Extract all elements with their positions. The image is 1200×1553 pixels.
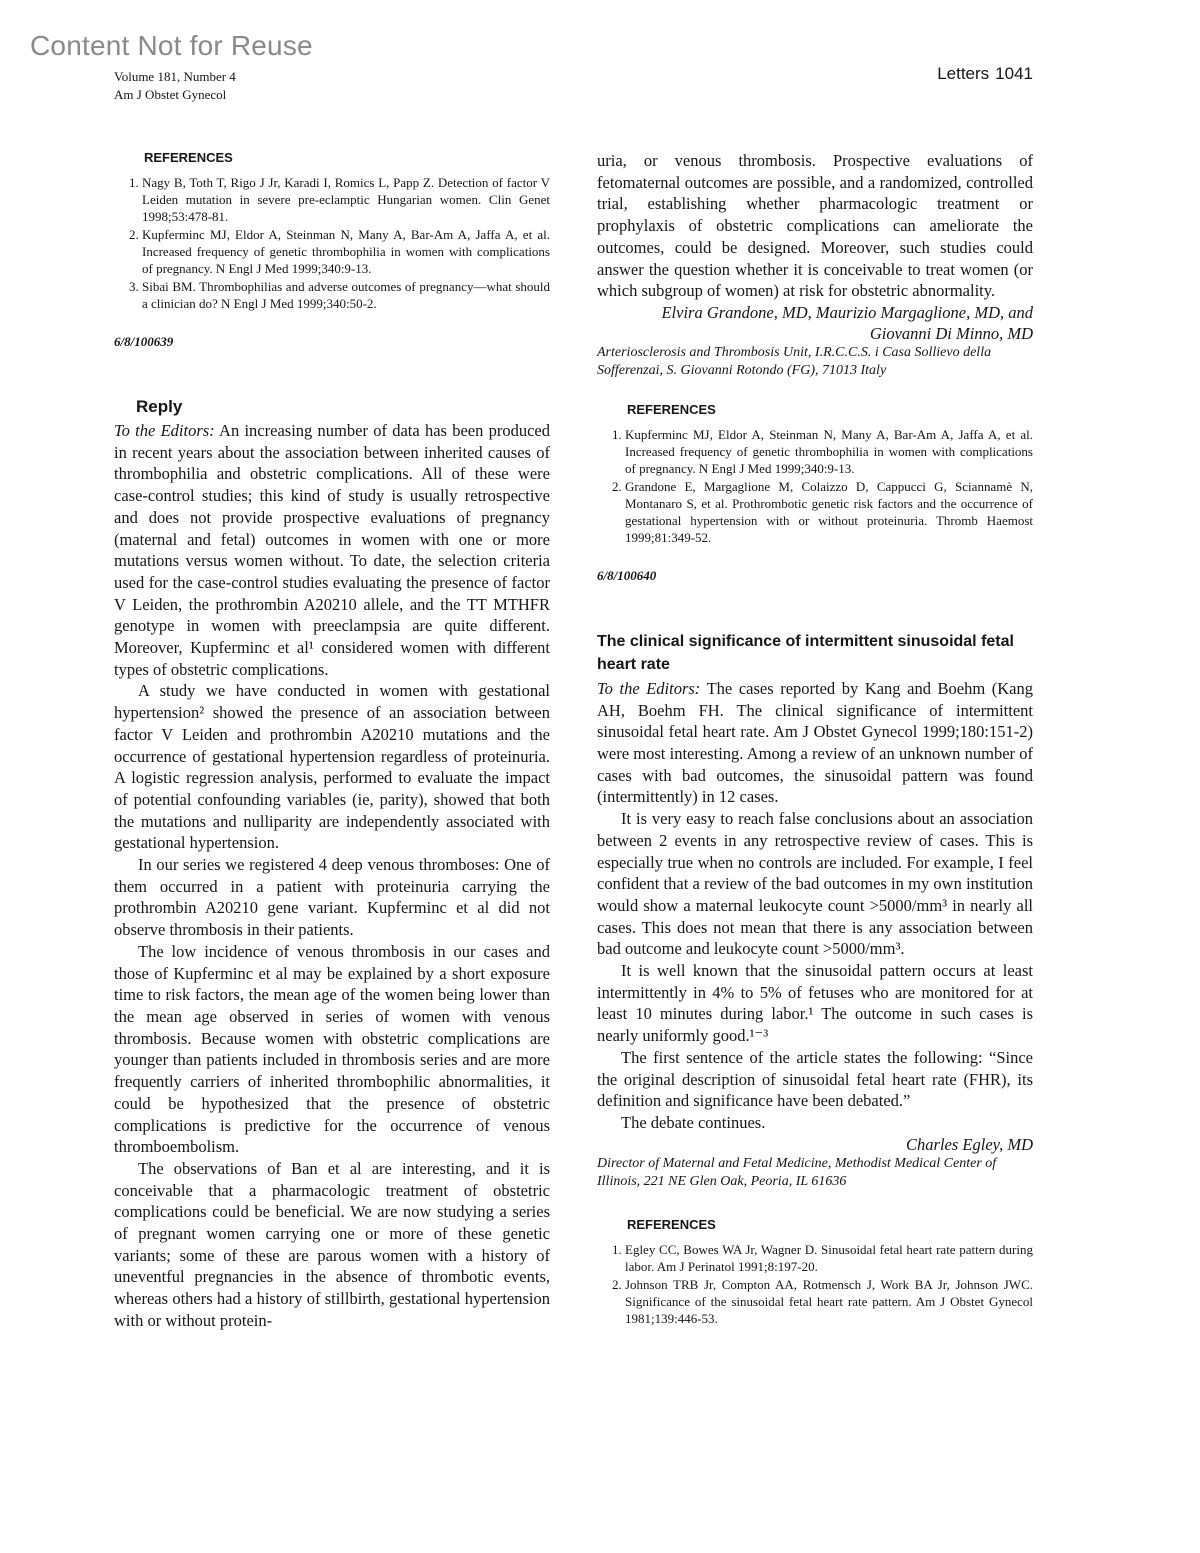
journal-info [114,68,236,104]
journal-volume: Volume 181, Number 4 [114,69,236,84]
body-paragraph: The low incidence of venous thrombosis in our cases and those of Kupferminc et al may be explained by a short exposure time to risk factors, the mean age of the women being lower than the mean age observed in series of women with venous thrombosis. Because women with obstetric complications are younger than patients included in thrombosis series and are more frequently carriers of inherited thrombophilic abnormalities, it could be hypothesized that the presence of obstetric complications is predictive for the occurrence of venous thromboembolism. [114,941,550,1157]
affiliation: Arteriosclerosis and Thrombosis Unit, I.R.C.C.S. i Casa Sollievo della Sofferenzai, S. Giovanni Rotondo (FG), 71013 Italy [597,344,992,378]
left-column [114,150,550,1332]
reference-item: 2. Grandone E, Margaglione M, Colaizzo D, Cappucci G, Sciannamè N, Montanaro S, et al. Prothrombotic genetic risk factors and the occurrence of gestational hypertension with or without proteinuria. Thromb Haemost 1999;81:349-52. [625,478,1033,546]
references-heading: REFERENCES [627,1216,716,1232]
body-paragraph: The observations of Ban et al are interesting, and it is conceivable that a pharmacologic treatment of obstetric complications could be beneficial. We are now studying a series of pregnant women carrying one or more of these genetic variants; some of these are parous women with a history of uneventful pregnancies in the absence of thrombotic events, whereas others had a history of stillbirth, gestational hypertension with or without protein- [114,1158,550,1330]
references-list [597,426,1033,546]
journal-name: Am J Obstet Gynecol [114,87,227,102]
references-list [114,174,550,312]
body-paragraph: To the Editors: The cases reported by Kang and Boehm (Kang AH, Boehm FH. The clinical significance of intermittent sinusoidal fetal heart rate. Am J Obstet Gynecol 1999;180:151-2) were most interesting. Among a review of an unknown number of cases with bad outcomes, the sinusoidal pattern was found (intermittently) in 12 cases. [597,678,1034,807]
references-list [597,1241,1033,1327]
body-paragraph: In our series we registered 4 deep venous thromboses: One of them occurred in a patient with proteinuria carrying the prothrombin A20210 gene variant. Kupferminc et al did not observe thrombosis in their patients. [114,855,550,940]
reference-item: 1. Nagy B, Toth T, Rigo J Jr, Karadi I, Romics L, Papp Z. Detection of factor V Leiden mutation in severe pre-eclamptic Hungarian women. Clin Genet 1998;53:478-81. [142,174,550,225]
reference-item: 1. Egley CC, Bowes WA Jr, Wagner D. Sinusoidal fetal heart rate pattern during labor. Am J Perinatol 1991;8:197-20. [625,1241,1033,1275]
page-number: 1041 [995,64,1033,83]
body-paragraph: A study we have conducted in women with gestational hypertension² showed the presence of an association between factor V Leiden and prothrombin A20210 mutations and the occurrence of gestational hypertension regardless of proteinuria. A logistic regression analysis, performed to evaluate the impact of potential confounding variables (ie, parity), showed that both the mutations and nulliparity are independently associated with gestational hypertension. [114,681,550,853]
signature: Elvira Grandone, MD, Maurizio Margaglione, MD, and Giovanni Di Minno, MD [661,302,1033,343]
watermark: Content Not for Reuse [30,30,313,61]
to-editors: To the Editors: [114,421,215,440]
signature: Charles Egley, MD [906,1134,1033,1154]
body-paragraph: It is well known that the sinusoidal pattern occurs at least intermittently in 4% to 5% of fetuses who are monitored for at least 10 minutes during labor.¹ The outcome in such cases is nearly uniformly good.¹⁻³ [597,961,1033,1046]
reference-item: 1. Kupferminc MJ, Eldor A, Steinman N, Many A, Bar-Am A, Jaffa A, et al. Increased frequency of genetic thrombophilia in women with complications of pregnancy. N Engl J Med 1999;340:9-13. [625,426,1033,477]
body-paragraph: To the Editors: An increasing number of data has been produced in recent years about the association between inherited causes of thrombophilia and obstetric complications. All of these were case-control studies; this kind of study is usually retrospective and does not provide prospective evaluations of pregnancy (maternal and fetal) outcomes in women with one or more mutations versus women without. To date, the selection criteria used for the case-control studies evaluating the presence of factor V Leiden, the prothrombin A20210 allele, and the TT MTHFR genotype in women with preeclampsia are quite different. Moreover, Kupferminc et al¹ considered women with different types of obstetric complications. [114,421,551,679]
reference-item: 3. Sibai BM. Thrombophilias and adverse outcomes of pregnancy—what should a clinician do? N Engl J Med 1999;340:50-2. [142,278,550,312]
affiliation: Director of Maternal and Fetal Medicine, Methodist Medical Center of Illinois, 221 NE Glen Oak, Peoria, IL 61636 [597,1155,997,1189]
right-column [597,150,1033,1328]
to-editors: To the Editors: [597,678,701,698]
reply-heading: Reply [136,397,183,416]
continued-paragraph: uria, or venous thrombosis. Prospective evaluations of fetomaternal outcomes are possible, and a randomized, controlled trial, establishing whether pharmacologic treatment or prophylaxis of obstetric complications can ameliorate the outcomes, could be designed. Moreover, such studies could answer the question whether it is conceivable to treat women (or which subgroup of women) at risk for obstetric abnormality. [597,151,1033,301]
letter-title: The clinical significance of intermittent sinusoidal fetal heart rate [597,632,1014,673]
body-paragraph: It is very easy to reach false conclusions about an association between 2 events in any retrospective review of cases. This is especially true when no controls are included. For example, I feel confident that a review of the bad outcomes in my own institution would show a maternal leukocyte count >5000/mm³ in nearly all cases. This does not mean that there is any association between bad outcome and leukocyte count >5000/mm³. [597,809,1033,959]
body-paragraph: The debate continues. [621,1112,766,1132]
section-name: Letters [937,64,990,83]
body-paragraph: The first sentence of the article states the following: “Since the original description of sinusoidal fetal heart rate (FHR), its definition and significance have been debated.” [597,1047,1033,1111]
references-heading: REFERENCES [144,150,233,165]
reference-item: 2. Kupferminc MJ, Eldor A, Steinman N, Many A, Bar-Am A, Jaffa A, et al. Increased frequency of genetic thrombophilia in women with complications of pregnancy. N Engl J Med 1999;340:9-13. [142,226,550,277]
references-heading: REFERENCES [627,401,716,417]
page-header [937,64,1033,84]
reference-item: 2. Johnson TRB Jr, Compton AA, Rotmensch J, Work BA Jr, Johnson JWC. Significance of the sinusoidal fetal heart rate pattern. Am J Obstet Gynecol 1981;139:446-53. [625,1276,1033,1327]
manuscript-id: 6/8/100639 [114,334,174,349]
manuscript-id: 6/8/100640 [597,567,657,583]
